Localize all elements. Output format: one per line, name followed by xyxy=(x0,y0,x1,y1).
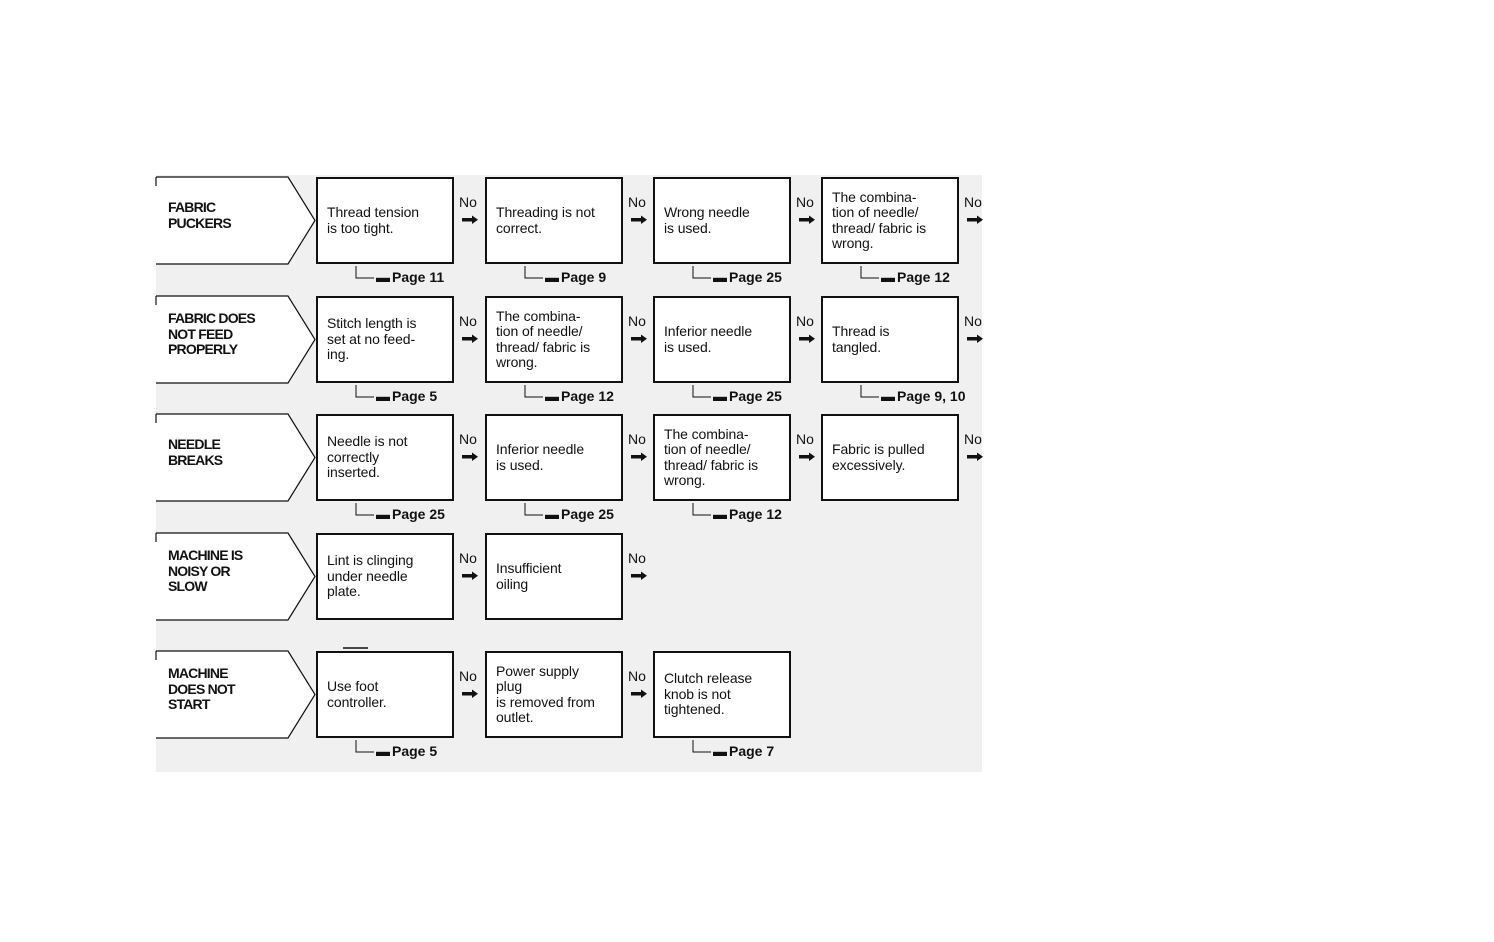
cause-text: Use foot controller. xyxy=(327,678,387,710)
cause-text: Threading is not correct. xyxy=(496,204,595,236)
symptom-label: FABRIC DOES NOT FEED PROPERLY xyxy=(168,310,255,358)
no-arrow-shaft xyxy=(799,218,809,222)
cause-text: Wrong needle is used. xyxy=(664,204,750,236)
cause-box xyxy=(653,651,791,738)
no-label: No xyxy=(459,194,477,210)
page-ref-label: Page 11 xyxy=(392,269,445,285)
page-reference xyxy=(376,389,437,404)
no-arrow-shaft xyxy=(462,692,472,696)
page-ref-label: Page 9 xyxy=(561,269,607,285)
no-label: No xyxy=(628,194,646,210)
page-ref-label: Page 25 xyxy=(392,506,445,522)
no-label: No xyxy=(459,313,477,329)
no-arrow-shaft xyxy=(967,337,977,341)
page-reference xyxy=(376,744,437,759)
cause-box xyxy=(821,177,959,264)
cause-box xyxy=(316,414,454,501)
page-ref-arrow-icon: ▬ xyxy=(376,743,390,759)
no-label: No xyxy=(964,313,982,329)
page-ref-arrow-icon: ▬ xyxy=(545,506,559,522)
page-reference xyxy=(713,270,782,285)
page-ref-label: Page 25 xyxy=(729,269,782,285)
no-arrow-shaft xyxy=(967,218,977,222)
page-ref-label: Page 9, 10 xyxy=(897,388,966,404)
no-arrow-shaft xyxy=(631,574,641,578)
page-ref-label: Page 7 xyxy=(729,743,775,759)
no-arrow-shaft xyxy=(631,218,641,222)
page-ref-arrow-icon: ▬ xyxy=(713,388,727,404)
no-arrow-shaft xyxy=(799,455,809,459)
page-ref-arrow-icon: ▬ xyxy=(545,269,559,285)
cause-text: Inferior needle is used. xyxy=(664,323,753,355)
symptom-label: MACHINE DOES NOT START xyxy=(168,665,235,713)
cause-box xyxy=(485,177,623,264)
page-ref-arrow-icon: ▬ xyxy=(713,743,727,759)
page-reference xyxy=(881,389,966,404)
page-reference xyxy=(545,507,614,522)
no-label: No xyxy=(796,431,814,447)
page-ref-arrow-icon: ▬ xyxy=(881,388,895,404)
no-arrow-shaft xyxy=(631,337,641,341)
cause-text: The combina- tion of needle/ thread/ fabric is wrong. xyxy=(832,188,927,251)
cause-box xyxy=(485,651,623,738)
no-arrow-shaft xyxy=(462,218,472,222)
cause-text: The combina- tion of needle/ thread/ fabric is wrong. xyxy=(664,425,759,488)
page-ref-label: Page 25 xyxy=(729,388,782,404)
cause-text: Stitch length is set at no feed- ing. xyxy=(327,315,417,363)
page-reference xyxy=(713,389,782,404)
cause-box xyxy=(653,414,791,501)
cause-box xyxy=(485,533,623,620)
page-reference xyxy=(376,507,445,522)
page-ref-arrow-icon: ▬ xyxy=(545,388,559,404)
symptom-label: NEEDLE BREAKS xyxy=(168,436,223,468)
no-arrow-shaft xyxy=(631,455,641,459)
no-label: No xyxy=(796,313,814,329)
cause-box xyxy=(653,177,791,264)
cause-text: Thread tension is too tight. xyxy=(327,204,419,236)
no-label: No xyxy=(964,431,982,447)
no-label: No xyxy=(459,431,477,447)
cause-box xyxy=(316,296,454,383)
page-ref-arrow-icon: ▬ xyxy=(376,506,390,522)
page-ref-label: Page 25 xyxy=(561,506,614,522)
cause-box xyxy=(316,651,454,738)
cause-box xyxy=(821,296,959,383)
page-ref-arrow-icon: ▬ xyxy=(713,506,727,522)
cause-box xyxy=(485,296,623,383)
no-arrow-shaft xyxy=(462,574,472,578)
page-reference xyxy=(376,270,444,285)
cause-box xyxy=(316,533,454,620)
page-reference xyxy=(881,270,950,285)
cause-text: Power supply plug is removed from outlet. xyxy=(496,662,595,725)
no-label: No xyxy=(459,550,477,566)
no-label: No xyxy=(628,431,646,447)
page-ref-label: Page 5 xyxy=(392,388,438,404)
cause-text: Fabric is pulled excessively. xyxy=(832,441,925,473)
cause-text: The combina- tion of needle/ thread/ fabric is wrong. xyxy=(496,307,591,370)
cause-text: Lint is clinging under needle plate. xyxy=(327,552,414,600)
cause-box xyxy=(485,414,623,501)
page-reference xyxy=(545,389,614,404)
page-ref-label: Page 5 xyxy=(392,743,438,759)
cause-text: Clutch release knob is not tightened. xyxy=(664,670,753,718)
cause-text: Insufficient oiling xyxy=(496,560,562,592)
page-reference xyxy=(713,744,774,759)
no-label: No xyxy=(628,668,646,684)
symptom-label: MACHINE IS NOISY OR SLOW xyxy=(168,547,243,595)
no-label: No xyxy=(628,313,646,329)
page-ref-arrow-icon: ▬ xyxy=(376,269,390,285)
page-ref-label: Page 12 xyxy=(561,388,614,404)
page-reference xyxy=(545,270,606,285)
cause-text: Needle is not correctly inserted. xyxy=(327,433,408,481)
no-arrow-shaft xyxy=(462,337,472,341)
no-arrow-shaft xyxy=(462,455,472,459)
no-label: No xyxy=(964,194,982,210)
cause-box xyxy=(653,296,791,383)
page-ref-arrow-icon: ▬ xyxy=(881,269,895,285)
cause-text: Thread is tangled. xyxy=(832,323,890,355)
cause-box xyxy=(821,414,959,501)
no-label: No xyxy=(796,194,814,210)
page-ref-arrow-icon: ▬ xyxy=(713,269,727,285)
page-ref-arrow-icon: ▬ xyxy=(376,388,390,404)
no-label: No xyxy=(459,668,477,684)
page-reference xyxy=(713,507,782,522)
cause-box xyxy=(316,177,454,264)
no-arrow-shaft xyxy=(631,692,641,696)
cause-text: Inferior needle is used. xyxy=(496,441,585,473)
symptom-label: FABRIC PUCKERS xyxy=(168,199,231,231)
no-arrow-shaft xyxy=(799,337,809,341)
page-ref-label: Page 12 xyxy=(729,506,782,522)
no-arrow-shaft xyxy=(967,455,977,459)
no-label: No xyxy=(628,550,646,566)
page-ref-label: Page 12 xyxy=(897,269,950,285)
